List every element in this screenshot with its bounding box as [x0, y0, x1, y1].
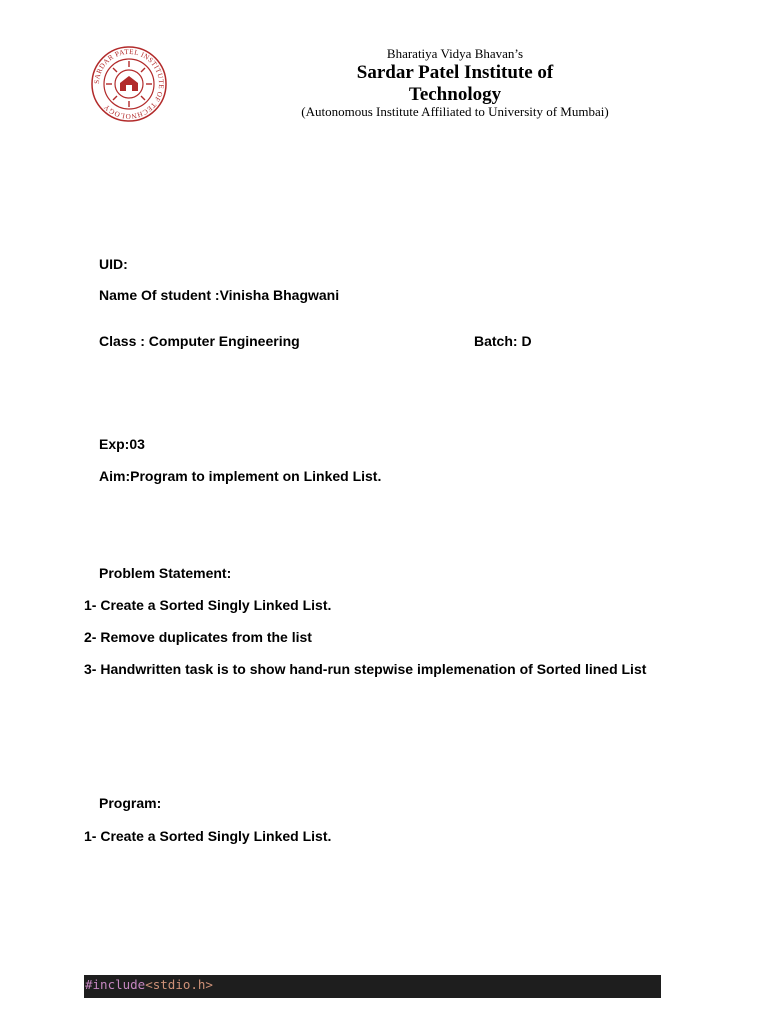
experiment-aim: Aim:Program to implement on Linked List. — [99, 468, 382, 484]
code-line — [85, 977, 213, 992]
problem-heading: Problem Statement: — [99, 565, 232, 581]
logo-ring-text: SARDAR PATEL INSTITUTE OF TECHNOLOGY — [92, 47, 166, 121]
institute-name-line2: Technology — [408, 84, 502, 105]
experiment-number: Exp:03 — [99, 436, 145, 452]
student-class: Class : Computer Engineering — [99, 333, 300, 349]
institute-logo — [90, 45, 168, 123]
problem-item: 1- Create a Sorted Singly Linked List. — [84, 597, 332, 613]
institute-name-line1: Sardar Patel Institute of — [356, 62, 554, 83]
affiliation: (Autonomous Institute Affiliated to University of Mumbai) — [301, 104, 609, 119]
society-name: Bharatiya Vidya Bhavan’s — [386, 46, 524, 61]
code-block — [84, 975, 661, 998]
code-directive: #include — [85, 977, 146, 992]
student-batch: Batch: D — [474, 333, 532, 349]
program-heading: Program: — [99, 795, 162, 811]
code-header: <stdio.h> — [145, 977, 213, 992]
program-item: 1- Create a Sorted Singly Linked List. — [84, 828, 332, 844]
uid-label: UID: — [99, 256, 128, 272]
problem-item: 3- Handwritten task is to show hand-run stepwise implemenation of Sorted lined List — [84, 661, 647, 677]
problem-item: 2- Remove duplicates from the list — [84, 629, 312, 645]
student-name: Name Of student :Vinisha Bhagwani — [99, 287, 340, 303]
